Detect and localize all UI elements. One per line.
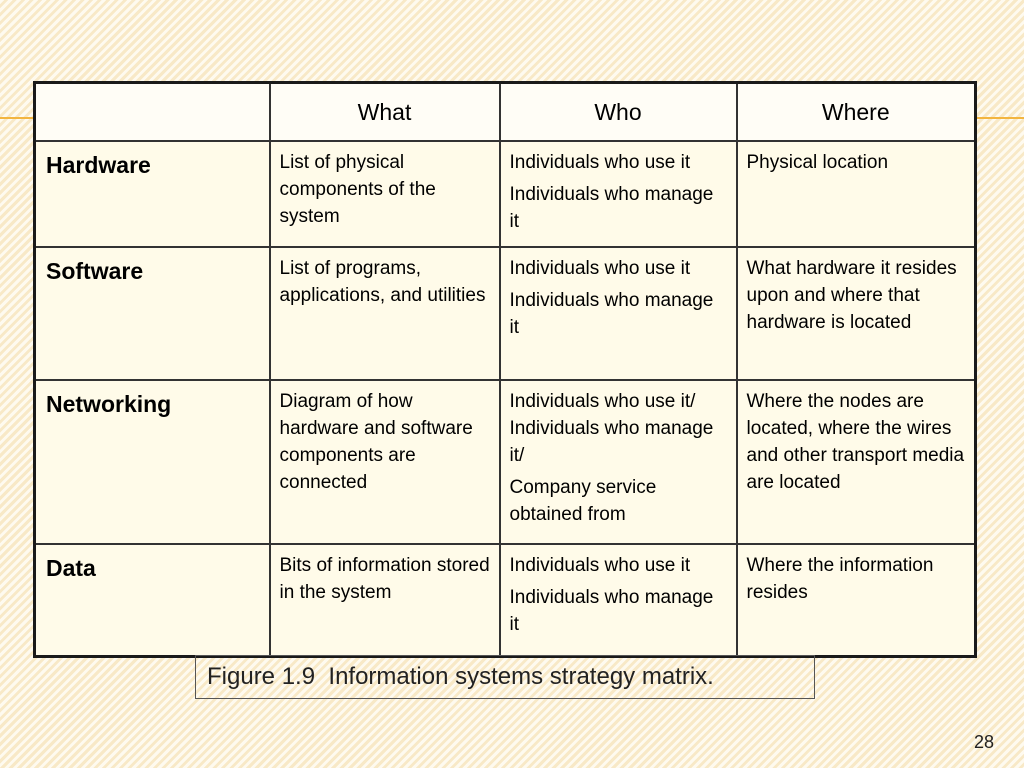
cell-text: Individuals who manage it — [509, 290, 714, 338]
cell-text: What hardware it resides upon and where that hardware is located — [746, 258, 957, 333]
header-row — [35, 83, 976, 142]
table-row-data — [35, 544, 976, 657]
header-corner-cell — [35, 83, 270, 142]
cell-data-where — [737, 544, 976, 657]
cell-text: Where the nodes are located, where the wires and other transport media are located — [746, 391, 965, 493]
cell-text: Individuals who use it/ Individuals who manage it/ — [509, 391, 714, 466]
header-what: What — [270, 83, 500, 142]
cell-hardware-where — [737, 141, 976, 247]
header-where: Where — [737, 83, 976, 142]
cell-text: Individuals who use it — [509, 258, 691, 279]
table-row-software — [35, 247, 976, 380]
row-label-hardware: Hardware — [35, 141, 270, 247]
cell-text: Individuals who manage it — [509, 587, 714, 635]
cell-text: List of programs, applications, and utilities — [279, 258, 486, 306]
cell-networking-where — [737, 380, 976, 544]
row-label-networking: Networking — [35, 380, 270, 544]
cell-hardware-what — [270, 141, 500, 247]
cell-data-who — [500, 544, 737, 657]
cell-text: Individuals who manage it — [509, 184, 714, 232]
row-label-data: Data — [35, 544, 270, 657]
cell-data-what — [270, 544, 500, 657]
cell-networking-who — [500, 380, 737, 544]
cell-text: List of physical components of the system — [279, 152, 436, 227]
cell-software-who — [500, 247, 737, 380]
row-label-software: Software — [35, 247, 270, 380]
cell-text: Where the information resides — [746, 555, 934, 603]
cell-software-where — [737, 247, 976, 380]
strategy-matrix-table — [33, 81, 977, 658]
cell-text: Physical location — [746, 152, 889, 173]
cell-hardware-who — [500, 141, 737, 247]
cell-software-what — [270, 247, 500, 380]
cell-text: Individuals who use it — [509, 555, 691, 576]
page-number: 28 — [974, 732, 995, 752]
cell-text: Individuals who use it — [509, 152, 691, 173]
table-row-hardware — [35, 141, 976, 247]
table-row-networking — [35, 380, 976, 544]
figure-caption: Figure 1.9 Information systems strategy matrix. — [195, 655, 815, 699]
cell-text: Bits of information stored in the system — [279, 555, 490, 603]
cell-networking-what — [270, 380, 500, 544]
header-who: Who — [500, 83, 737, 142]
cell-text: Diagram of how hardware and software components are connected — [279, 391, 473, 493]
cell-text: Company service obtained from — [509, 477, 657, 525]
